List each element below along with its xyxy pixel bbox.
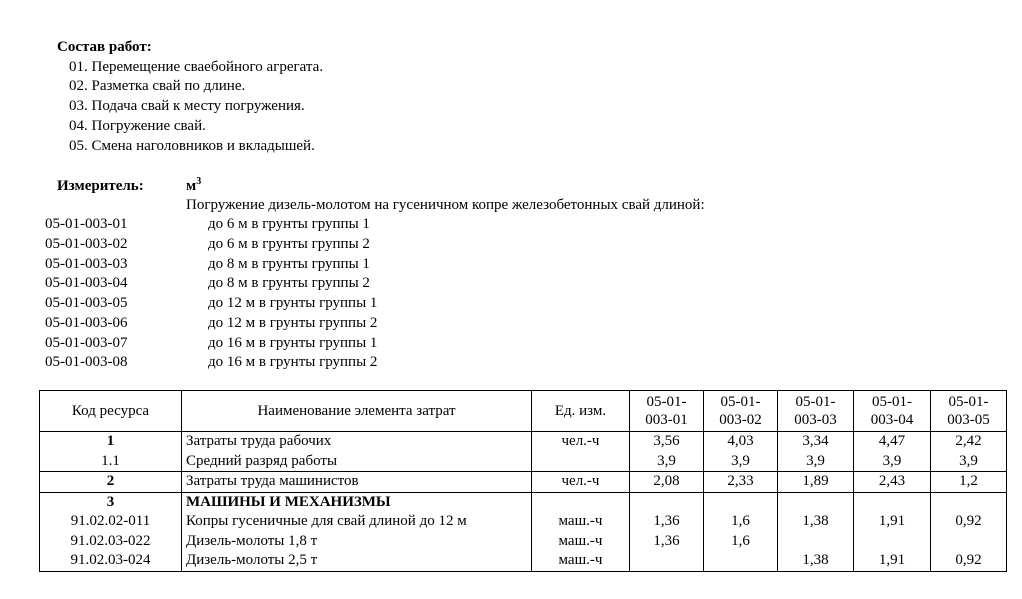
row-unit — [532, 452, 630, 472]
header-name: Наименование элемента затрат — [182, 391, 532, 432]
row-value: 2,08 — [630, 472, 704, 493]
header-col-5: 05-01- 003-05 — [931, 391, 1007, 432]
code-list-code: 05-01-003-05 — [45, 295, 128, 311]
row-value — [704, 551, 778, 571]
row-value — [630, 551, 704, 571]
row-name: Затраты труда машинистов — [182, 472, 532, 493]
code-list-text: до 16 м в грунты группы 2 — [208, 354, 378, 370]
header-code: Код ресурса — [40, 391, 182, 432]
row-value: 1,6 — [704, 512, 778, 532]
table-row — [40, 492, 1007, 512]
row-name: Копры гусеничные для свай длиной до 12 м — [182, 512, 532, 532]
composition-item: 05. Смена наголовников и вкладышей. — [69, 138, 315, 154]
table-row — [40, 551, 1007, 571]
row-value: 1,38 — [778, 512, 854, 532]
code-list-text: до 16 м в грунты группы 1 — [208, 335, 378, 351]
table-row — [40, 432, 1007, 452]
composition-item: 03. Подача свай к месту погружения. — [69, 98, 305, 114]
row-value: 1,36 — [630, 512, 704, 532]
code-list-code: 05-01-003-02 — [45, 236, 128, 252]
header-unit: Ед. изм. — [532, 391, 630, 432]
row-unit — [532, 492, 630, 512]
code-list-text: до 6 м в грунты группы 2 — [208, 236, 370, 252]
row-value — [778, 492, 854, 512]
table-row — [40, 472, 1007, 493]
header-col-3: 05-01- 003-03 — [778, 391, 854, 432]
row-value: 3,56 — [630, 432, 704, 452]
row-name: Средний разряд работы — [182, 452, 532, 472]
row-name: Дизель-молоты 1,8 т — [182, 532, 532, 552]
row-value: 2,43 — [854, 472, 931, 493]
row-value: 3,9 — [778, 452, 854, 472]
row-unit: маш.-ч — [532, 551, 630, 571]
row-value — [630, 492, 704, 512]
header-col-2: 05-01- 003-02 — [704, 391, 778, 432]
code-list-text: до 6 м в грунты группы 1 — [208, 216, 370, 232]
code-list-text: до 12 м в грунты группы 2 — [208, 315, 378, 331]
table-row — [40, 512, 1007, 532]
code-list-text: до 8 м в грунты группы 2 — [208, 275, 370, 291]
row-value: 1,2 — [931, 472, 1007, 493]
code-list-code: 05-01-003-08 — [45, 354, 128, 370]
table-row — [40, 452, 1007, 472]
row-value — [931, 492, 1007, 512]
row-code: 91.02.03-024 — [40, 551, 182, 571]
row-value: 0,92 — [931, 551, 1007, 571]
row-code: 3 — [40, 492, 182, 512]
composition-item: 04. Погружение свай. — [69, 118, 206, 134]
header-col-1: 05-01- 003-01 — [630, 391, 704, 432]
header-col-4: 05-01- 003-04 — [854, 391, 931, 432]
row-unit: чел.-ч — [532, 432, 630, 452]
row-value — [704, 492, 778, 512]
code-list-text: до 8 м в грунты группы 1 — [208, 256, 370, 272]
row-code: 91.02.03-022 — [40, 532, 182, 552]
row-value: 1,89 — [778, 472, 854, 493]
row-value — [854, 492, 931, 512]
row-value: 3,9 — [931, 452, 1007, 472]
row-name: Затраты труда рабочих — [182, 432, 532, 452]
row-code: 2 — [40, 472, 182, 493]
row-name: МАШИНЫ И МЕХАНИЗМЫ — [182, 492, 532, 512]
row-value — [778, 532, 854, 552]
composition-title: Состав работ: — [57, 39, 152, 55]
row-value — [931, 532, 1007, 552]
composition-item: 01. Перемещение сваебойного агрегата. — [69, 59, 324, 75]
resource-table — [39, 390, 1007, 572]
code-list-code: 05-01-003-07 — [45, 335, 128, 351]
code-list-code: 05-01-003-06 — [45, 315, 128, 331]
row-value: 4,47 — [854, 432, 931, 452]
composition-item: 02. Разметка свай по длине. — [69, 78, 246, 94]
code-list-code: 05-01-003-01 — [45, 216, 128, 232]
table-header-row — [40, 391, 1007, 432]
row-value: 1,6 — [704, 532, 778, 552]
measure-unit: $м^3$ — [186, 176, 202, 194]
row-value: 3,9 — [854, 452, 931, 472]
measure-description: Погружение дизель-молотом на гусеничном копре железобетонных свай длиной: — [186, 197, 705, 213]
row-unit: маш.-ч — [532, 512, 630, 532]
code-list-code: 05-01-003-03 — [45, 256, 128, 272]
row-value: 4,03 — [704, 432, 778, 452]
row-value: 3,9 — [704, 452, 778, 472]
row-value: 2,33 — [704, 472, 778, 493]
code-list-code: 05-01-003-04 — [45, 275, 128, 291]
row-unit: маш.-ч — [532, 532, 630, 552]
row-value: 3,9 — [630, 452, 704, 472]
row-name: Дизель-молоты 2,5 т — [182, 551, 532, 571]
row-value: 1,91 — [854, 512, 931, 532]
row-value: 1,38 — [778, 551, 854, 571]
table-row — [40, 532, 1007, 552]
row-code: 1.1 — [40, 452, 182, 472]
row-code: 91.02.02-011 — [40, 512, 182, 532]
row-code: 1 — [40, 432, 182, 452]
measure-label: Измеритель: — [57, 178, 144, 194]
row-value: 3,34 — [778, 432, 854, 452]
row-unit: чел.-ч — [532, 472, 630, 493]
row-value: 1,91 — [854, 551, 931, 571]
row-value: 2,42 — [931, 432, 1007, 452]
code-list-text: до 12 м в грунты группы 1 — [208, 295, 378, 311]
measure-unit-superscript: 3 — [196, 176, 202, 187]
row-value — [854, 532, 931, 552]
row-value: 0,92 — [931, 512, 1007, 532]
row-value: 1,36 — [630, 532, 704, 552]
